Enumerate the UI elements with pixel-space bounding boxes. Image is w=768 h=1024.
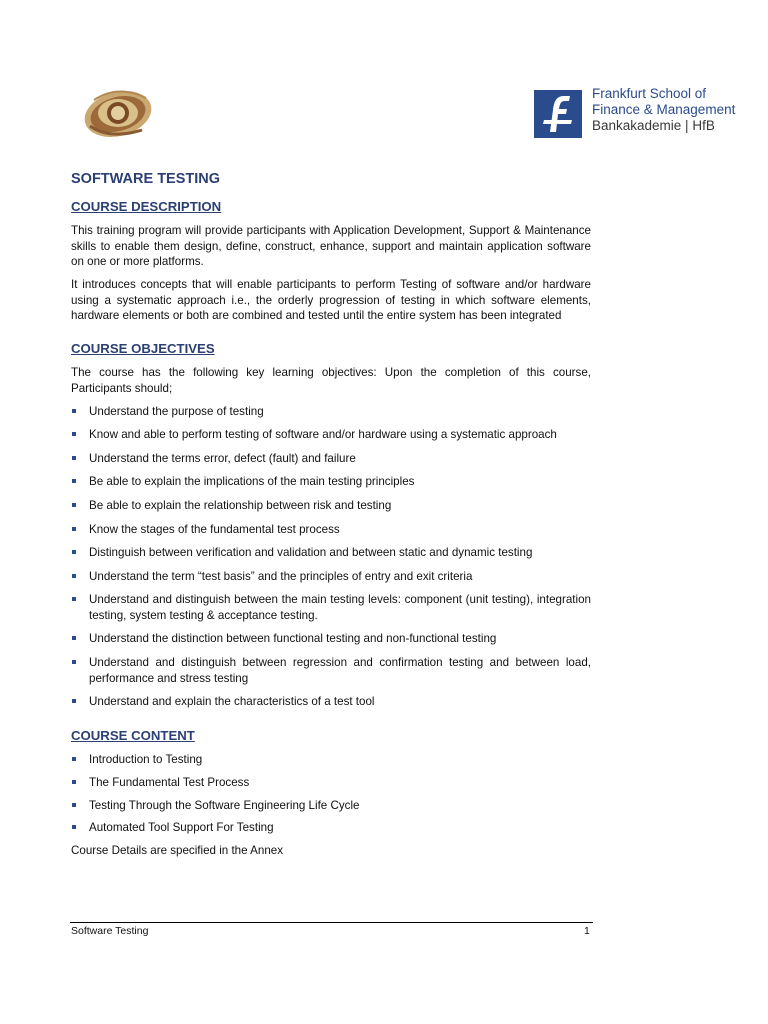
list-item <box>71 522 591 538</box>
footer-divider <box>70 922 593 923</box>
list-item <box>71 631 591 647</box>
bullet-square-icon <box>72 574 76 578</box>
bullet-square-icon <box>72 479 76 483</box>
list-item-text: Know the stages of the fundamental test process <box>89 522 340 536</box>
list-item-text: Introduction to Testing <box>89 753 203 767</box>
bullet-square-icon <box>72 597 76 601</box>
bullet-square-icon <box>72 432 76 436</box>
list-item <box>71 569 591 585</box>
list-item-text: Understand the term “test basis” and the principles of entry and exit criteria <box>89 569 473 583</box>
logo-line-3: Bankakademie | HfB <box>592 118 715 133</box>
list-item <box>71 820 591 836</box>
list-item <box>71 451 591 467</box>
description-paragraph: It introduces concepts that will enable participants to perform Testing of software and/or hardware using a systematic approach i.e., the orderly progression of testing in which software elements, hardware elements or both are combined and tested until the entire system has been integrated <box>71 277 591 323</box>
course-description-heading: COURSE DESCRIPTION <box>71 198 222 214</box>
list-item-text: Know and able to perform testing of software and/or hardware using a systematic approach <box>89 428 557 442</box>
bullet-square-icon <box>72 503 76 507</box>
page-number: 1 <box>584 925 590 937</box>
bullet-square-icon <box>72 803 76 807</box>
list-item <box>71 474 591 490</box>
frankfurt-school-f-logo-icon <box>534 90 582 138</box>
list-item <box>71 752 591 768</box>
list-item-text: Understand the distinction between functional testing and non-functional testing <box>89 632 497 646</box>
frankfurt-school-logo <box>534 86 744 138</box>
list-item-text: Be able to explain the relationship between risk and testing <box>89 498 392 512</box>
list-item-text: Be able to explain the implications of the main testing principles <box>89 475 415 489</box>
bullet-square-icon <box>72 409 76 413</box>
description-paragraph: This training program will provide participants with Application Development, Support & Maintenance skills to enable them design, define, construct, enhance, support and maintain application software on one or more platforms. <box>71 224 591 269</box>
bullet-square-icon <box>72 636 76 640</box>
objectives-list <box>71 404 591 710</box>
document-body <box>71 172 591 865</box>
bullet-square-icon <box>72 527 76 531</box>
bullet-square-icon <box>72 699 76 703</box>
course-objectives-heading: COURSE OBJECTIVES <box>71 340 215 356</box>
ornate-seal-logo-icon <box>80 82 154 146</box>
bullet-square-icon <box>72 660 76 664</box>
list-item <box>71 404 591 420</box>
list-item <box>71 655 591 686</box>
footer-title: Software Testing <box>71 925 149 937</box>
bullet-square-icon <box>72 456 76 460</box>
list-item-text: Understand and explain the characteristics of a test tool <box>89 695 375 709</box>
bullet-square-icon <box>72 825 76 829</box>
list-item-text: Understand and distinguish between regression and confirmation testing and between load, performance and stress testing <box>89 656 591 685</box>
page-title: SOFTWARE TESTING <box>71 171 221 187</box>
bullet-square-icon <box>72 550 76 554</box>
list-item <box>71 694 591 710</box>
list-item-text: Understand the purpose of testing <box>89 404 264 418</box>
annex-note: Course Details are specified in the Annex <box>71 843 284 857</box>
logo-line-2: Finance & Management <box>592 102 736 117</box>
list-item-text: Distinguish between verification and validation and between static and dynamic testing <box>89 546 533 560</box>
list-item-text: The Fundamental Test Process <box>89 776 250 790</box>
content-list <box>71 752 591 835</box>
frankfurt-school-wordmark <box>592 86 735 134</box>
objectives-intro: The course has the following key learning objectives: Upon the completion of this course, Participants should; <box>71 366 591 395</box>
bullet-square-icon <box>72 780 76 784</box>
list-item-text: Automated Tool Support For Testing <box>89 821 274 835</box>
course-content-heading: COURSE CONTENT <box>71 727 195 743</box>
logo-line-1: Frankfurt School of <box>592 86 707 101</box>
list-item <box>71 775 591 791</box>
list-item <box>71 427 591 443</box>
list-item-text: Understand the terms error, defect (fault) and failure <box>89 451 356 465</box>
list-item <box>71 798 591 814</box>
list-item <box>71 592 591 623</box>
list-item-text: Understand and distinguish between the main testing levels: component (unit testing), integration testing, system testing & acceptance testing. <box>89 593 591 622</box>
list-item <box>71 498 591 514</box>
list-item-text: Testing Through the Software Engineering Life Cycle <box>89 798 360 812</box>
bullet-square-icon <box>72 757 76 761</box>
list-item <box>71 545 591 561</box>
